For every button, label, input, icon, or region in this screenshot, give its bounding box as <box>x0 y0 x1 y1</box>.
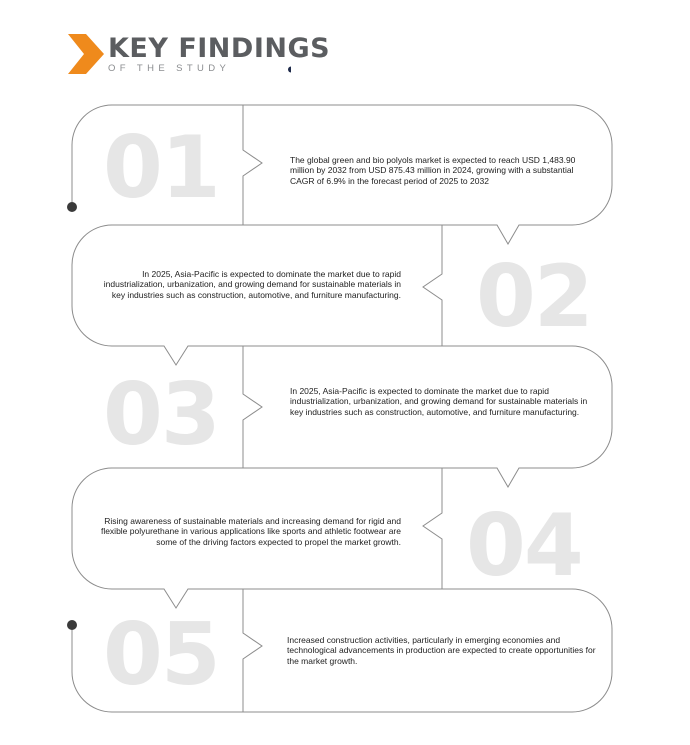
finding-text-02: In 2025, Asia-Pacific is expected to dominate the market due to rapid industrialization, urbanization, and growing demand for sustainable materials in key industries such as construction, automotive, and furniture manufacturing. <box>103 269 401 300</box>
page-subtitle: OF THE STUDY <box>108 63 231 74</box>
finding-text-04: Rising awareness of sustainable materials and increasing demand for rigid and flexible polyurethane in various applications like sports and athletic footwear are some of the driving factors expected to propel the market growth. <box>100 516 401 547</box>
finding-number-02: 02 <box>476 247 592 347</box>
finding-number-01: 01 <box>103 118 219 218</box>
timeline-start-dot <box>67 202 77 212</box>
finding-text-05: Increased construction activities, particularly in emerging economies and technological advancements in production are expected to create opportunities for the market growth. <box>287 635 596 666</box>
timeline-mid-dot <box>67 620 77 630</box>
page-title: KEY FINDINGS <box>108 33 331 64</box>
finding-text-03: In 2025, Asia-Pacific is expected to dominate the market due to rapid industrialization, urbanization, and growing demand for sustainable materials in key industries such as construction, automotive, and furniture manufacturing. <box>290 386 588 417</box>
finding-number-05: 05 <box>103 605 219 705</box>
finding-text-01: The global green and bio polyols market is expected to reach USD 1,483.90 million by 2032 from USD 875.43 million in 2024, growing with a substantial CAGR of 6.9% in the forecast period of 2025 to 2032 <box>290 155 576 186</box>
finding-number-03: 03 <box>103 365 219 465</box>
finding-number-04: 04 <box>466 496 582 596</box>
